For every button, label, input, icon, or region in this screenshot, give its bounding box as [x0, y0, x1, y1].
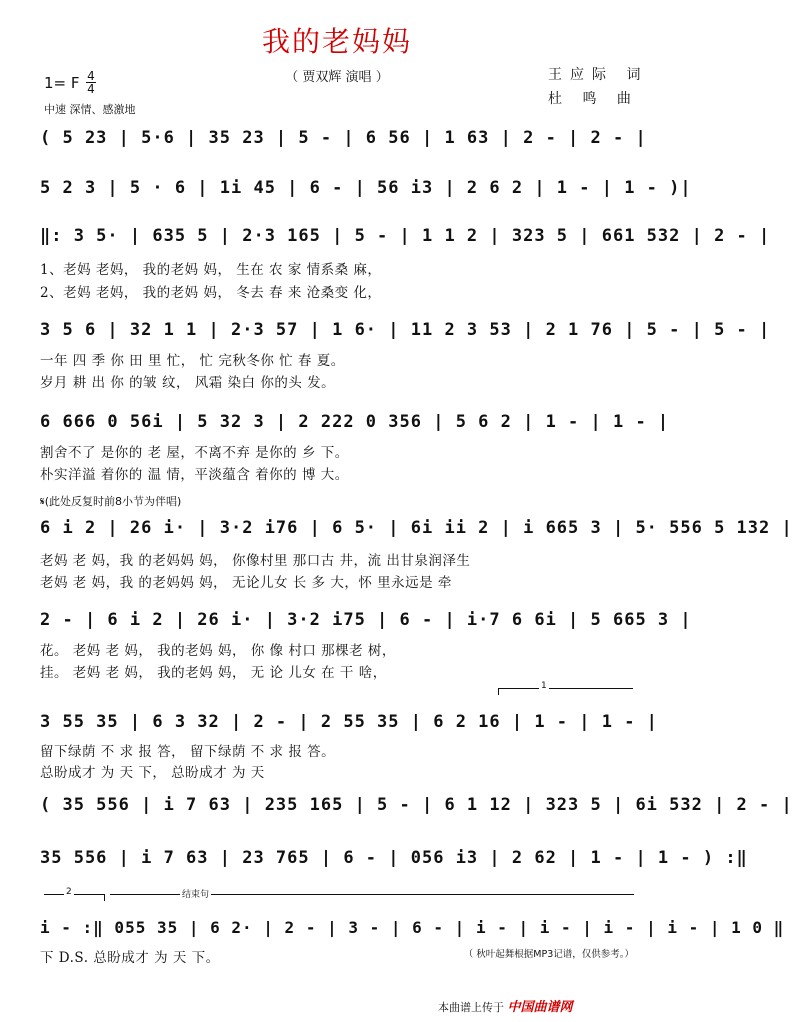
- repeat-remark: 𝄋(此处反复时前8小节为伴唱): [40, 495, 182, 508]
- volta-bracket-2: [44, 887, 105, 901]
- key-signature: 1= F: [44, 74, 80, 92]
- singer-credit: （ 贾双辉 演唱 ）: [285, 70, 389, 85]
- site-brand[interactable]: 中国曲谱网: [507, 1000, 573, 1015]
- composer-credit: 杜 鸣 曲: [548, 91, 639, 107]
- time-signature-top: 4: [87, 69, 95, 83]
- notation-row-11: i - :‖ 055 35 | 6 2· | 2 - | 3 - | 6 - | i - | i - | i - | i - | 1 0 ‖: [40, 918, 785, 937]
- lyricist-credit: 王应际 词: [548, 67, 649, 83]
- tempo-marking: 中速 深情、感激地: [44, 103, 136, 116]
- notation-row-1: ( 5 23 | 5·6 | 35 23 | 5 - | 6 56 | 1 63 | 2 - | 2 - |: [40, 128, 647, 148]
- lyric-row-5-verse-1: 割舍不了 是你的 老 屋，不离不弃 是你的 乡 下。: [40, 445, 349, 461]
- volta-bracket-1: [498, 681, 633, 695]
- lyric-row-11: 下 D.S. 总盼成才 为 天 下。: [40, 950, 220, 966]
- notation-row-5: 6 666 0 56i | 5 32 3 | 2 222 0 356 | 5 6 2 | 1 - | 1 - |: [40, 412, 670, 432]
- coda-bracket: [110, 890, 634, 901]
- transcriber-note: （ 秋叶起舞根据MP3记谱，仅供参考。）: [463, 949, 634, 960]
- lyric-row-7-verse-2: 挂。 老妈 老 妈， 我的老妈 妈， 无 论 儿女 在 干 啥，: [40, 665, 387, 681]
- lyric-row-6-verse-1: 老妈 老 妈，我 的老妈妈 妈， 你像村里 那口古 井，流 出甘泉润泽生: [40, 553, 471, 569]
- lyric-row-7-verse-1: 花。 老妈 老 妈， 我的老妈 妈， 你 像 村口 那棵老 树，: [40, 643, 396, 659]
- time-signature-bottom: 4: [87, 82, 95, 96]
- notation-row-6: 6 i 2 | 26 i· | 3·2 i76 | 6 5· | 6i ii 2 | i 665 3 | 5· 556 5 132 |: [40, 518, 793, 538]
- lyric-row-8-verse-2: 总盼成才 为 天 下， 总盼成才 为 天: [40, 765, 265, 781]
- lyric-row-3-verse-2: 2、老妈 老妈， 我的老妈 妈， 冬去 春 来 沧桑变 化，: [40, 285, 382, 301]
- lyric-row-5-verse-2: 朴实洋溢 着你的 温 情，平淡蕴含 着你的 博 大。: [40, 467, 349, 483]
- lyric-row-4-verse-2: 岁月 耕 出 你 的皱 纹， 风霜 染白 你的头 发。: [40, 375, 336, 391]
- notation-row-7: 2 - | 6 i 2 | 26 i· | 3·2 i75 | 6 - | i·7 6 6i | 5 665 3 |: [40, 610, 692, 630]
- lyric-row-3-verse-1: 1、老妈 老妈， 我的老妈 妈， 生在 农 家 情系桑 麻，: [40, 262, 382, 278]
- footer-prefix: 本曲谱上传于: [438, 1001, 504, 1014]
- time-signature: [86, 70, 96, 95]
- notation-row-2: 5 2 3 | 5 · 6 | 1i 45 | 6 - | 56 i3 | 2 6 2 | 1 - | 1 - )|: [40, 178, 692, 198]
- volta-2-label: 2: [66, 887, 72, 897]
- lyric-row-8-verse-1: 留下绿荫 不 求 报 答， 留下绿荫 不 求 报 答。: [40, 744, 336, 760]
- lyric-row-6-verse-2: 老妈 老 妈，我 的老妈妈 妈， 无论儿女 长 多 大，怀 里永远是 牵: [40, 575, 452, 591]
- notation-row-10: 35 556 | i 7 63 | 23 765 | 6 - | 056 i3 | 2 62 | 1 - | 1 - ) :‖: [40, 848, 748, 868]
- volta-1-label: 1: [541, 681, 547, 691]
- notation-row-4: 3 5 6 | 32 1 1 | 2·3 57 | 1 6· | 11 2 3 53 | 2 1 76 | 5 - | 5 - |: [40, 320, 771, 340]
- footer: [438, 996, 573, 1015]
- coda-label: 结束句: [180, 887, 211, 900]
- lyric-row-4-verse-1: 一年 四 季 你 田 里 忙， 忙 完秋冬你 忙 春 夏。: [40, 353, 345, 369]
- notation-row-9: ( 35 556 | i 7 63 | 235 165 | 5 - | 6 1 12 | 323 5 | 6i 532 | 2 - |: [40, 795, 793, 815]
- notation-row-8: 3 55 35 | 6 3 32 | 2 - | 2 55 35 | 6 2 16 | 1 - | 1 - |: [40, 712, 658, 732]
- song-title: 我的老妈妈: [261, 25, 412, 58]
- notation-row-3: ‖: 3 5· | 635 5 | 2·3 165 | 5 - | 1 1 2 | 323 5 | 661 532 | 2 - |: [40, 226, 771, 246]
